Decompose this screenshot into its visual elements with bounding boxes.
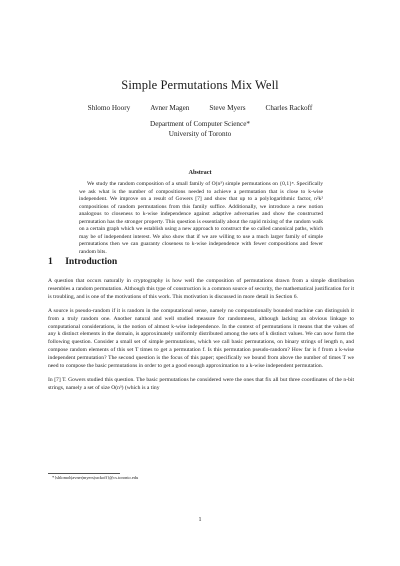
affiliation [0, 120, 400, 139]
page-number: 1 [198, 517, 202, 523]
section-heading [48, 256, 117, 267]
affiliation-department: Department of Computer Science* [150, 120, 250, 128]
author-list [0, 104, 400, 112]
footnote-rule [48, 473, 120, 474]
paragraph: In [7] T. Gowers studied this question. The basic permutations he considered were the ones that fix all but three coordinates of the n-bit strings, namely a set of size O(n³) (which is a tiny [48, 376, 354, 391]
paragraph: A question that occurs naturally in cryptography is how well the composition of permutations drawn from a simple distribution resembles a random permutation. Although this type of construction is a common source of security, the mathematical justification for it is troubling, and is one of the motivations of this work. This motivation is discussed in more detail in Section 6. [48, 278, 354, 300]
paragraph: A source is pseudo-random if it is random in the computational sense, namely no computationally bounded machine can distinguish it from a truly random one. Another natural and well studied measure for randomness, although lacking an obvious linkage to computational considerations, is the notion of almost k-wise independence. In the context of permutations it means that the values of any k distinct elements in the domain, is approximately uniformly distributed among the sets of k distinct values. We can now form the following question. Consider a small set of simple permutations, which we call basic permutations, on binary strings of length n, and compose random elements of this set T times to get a permutation f. Is this permutation pseudo-random? How far is f from a k-wise independent permutation? The second question is the focus of this paper; specifically we bound from above the number of times T we need to compose the basic permutations in order to get a good enough approximation to a k-wise independent permutation. [48, 307, 354, 370]
abstract-text: We study the random composition of a small family of O(n³) simple permutations on {0,1}ⁿ. Specifically we ask what is the number of compositions needed to achieve a permutation that is close to k-wise independent. We improve on a result of Gowers [7] and show that up to a polylogarithmic factor, n²k² compositions of random permutations from this family suffice. Additionally, we introduce a new notion analogous to closeness to k-wise independence against adaptive adversaries and show the constructed permutation has the stronger property. This question is essentially about the rapid mixing of the random walk on a certain graph which we establish using a new approach to construct the so called canonical paths, which may be of independent interest. We also show that if we are willing to use a much larger family of simple permutations then we can guaranty closeness to k-wise independence with fewer compositions and fewer random bits. [79, 181, 323, 255]
body-text [48, 278, 354, 399]
author-name: Charles Rackoff [265, 104, 313, 112]
abstract-body [79, 181, 323, 256]
section-number: 1 [48, 256, 53, 267]
affiliation-university: University of Toronto [168, 129, 232, 138]
author-name: Steve Myers [209, 104, 246, 112]
abstract-heading: Abstract [188, 169, 212, 176]
paper-title: Simple Permutations Mix Well [121, 78, 279, 92]
author-name: Shlomo Hoory [87, 104, 131, 112]
author-name: Avner Magen [150, 104, 190, 112]
footnote: *{shlomoh|avner|myers|rackoff}@cs.toronto.edu [52, 475, 139, 480]
section-title: Introduction [65, 256, 118, 267]
